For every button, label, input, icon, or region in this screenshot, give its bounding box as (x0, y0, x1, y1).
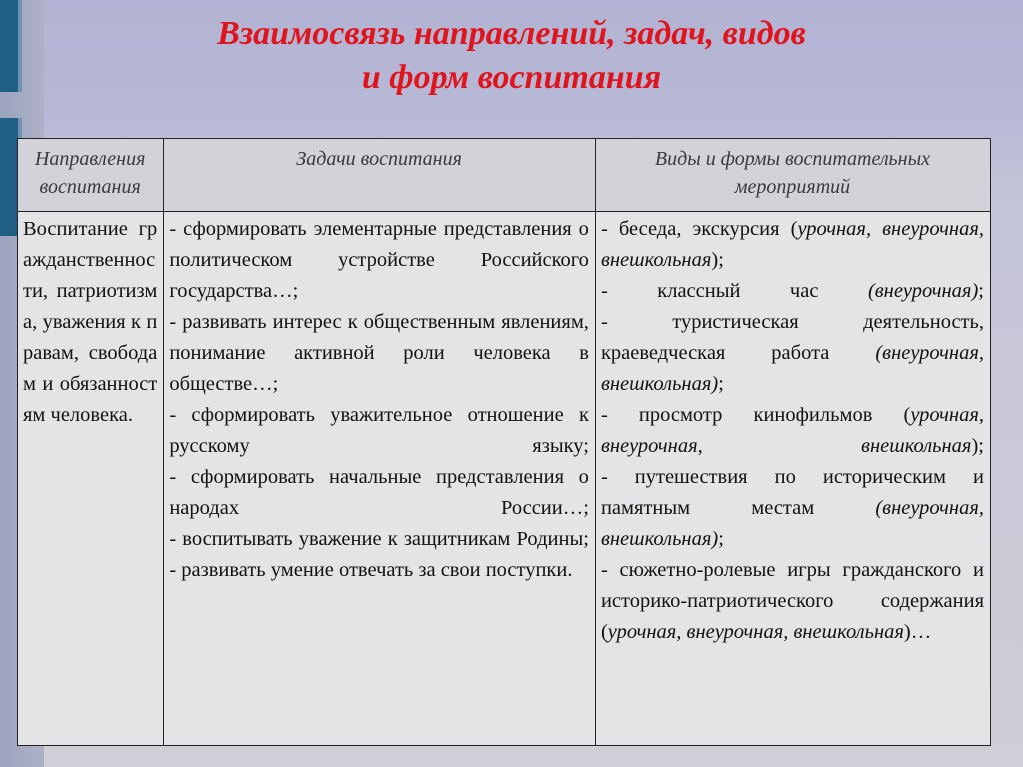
table-row (18, 212, 991, 746)
activities-cell (595, 212, 990, 746)
task-item: - сформировать элементарные представления о политическом устройстве Российского государства…; (169, 218, 589, 302)
activity-item: - просмотр кинофильмов (урочная, внеурочная, внешкольная); (600, 404, 984, 457)
task-item: - сформировать начальные представления о народах России…; (169, 466, 589, 519)
task-item: - развивать умение отвечать за свои поступки. (169, 559, 573, 581)
direction-cell (18, 212, 164, 746)
activity-item: - сюжетно-ролевые игры гражданского и историко-патриотического содержания (урочная, внеурочная, внешкольная)… (600, 559, 984, 643)
activity-item: - путешествия по историческим и памятным местам (внеурочная, внешкольная); (600, 466, 984, 550)
activity-item: - туристическая деятельность, краеведческая работа (внеурочная, внешкольная); (600, 311, 984, 395)
tasks-cell (164, 212, 596, 746)
education-table (17, 138, 991, 746)
task-item: - сформировать уважительное отношение к русскому языку; (169, 404, 589, 457)
activity-item: - беседа, экскурсия (урочная, внеурочная, внешкольная); (600, 218, 984, 271)
slide-title (0, 12, 1023, 100)
task-item: - развивать интерес к общественным явлениям, понимание активной роли человека в обществе…; (169, 311, 589, 395)
title-line-2: и форм воспитания (361, 59, 662, 96)
decor-bar-middle (0, 118, 18, 236)
table-header-row (18, 139, 991, 212)
task-item: - воспитывать уважение к защитникам Родины; (169, 528, 589, 550)
title-line-1: Взаимосвязь направлений, задач, видов (217, 15, 806, 52)
direction-text: Воспитание гражданственности, патриотизма, уважения к правам, свободам и обязанностям человека. (23, 218, 158, 426)
header-directions: Направления воспитания (18, 139, 164, 212)
activity-item: - классный час (внеурочная); (600, 280, 984, 302)
header-tasks: Задачи воспитания (164, 139, 596, 212)
header-activities: Виды и формы воспитательных мероприятий (595, 139, 990, 212)
